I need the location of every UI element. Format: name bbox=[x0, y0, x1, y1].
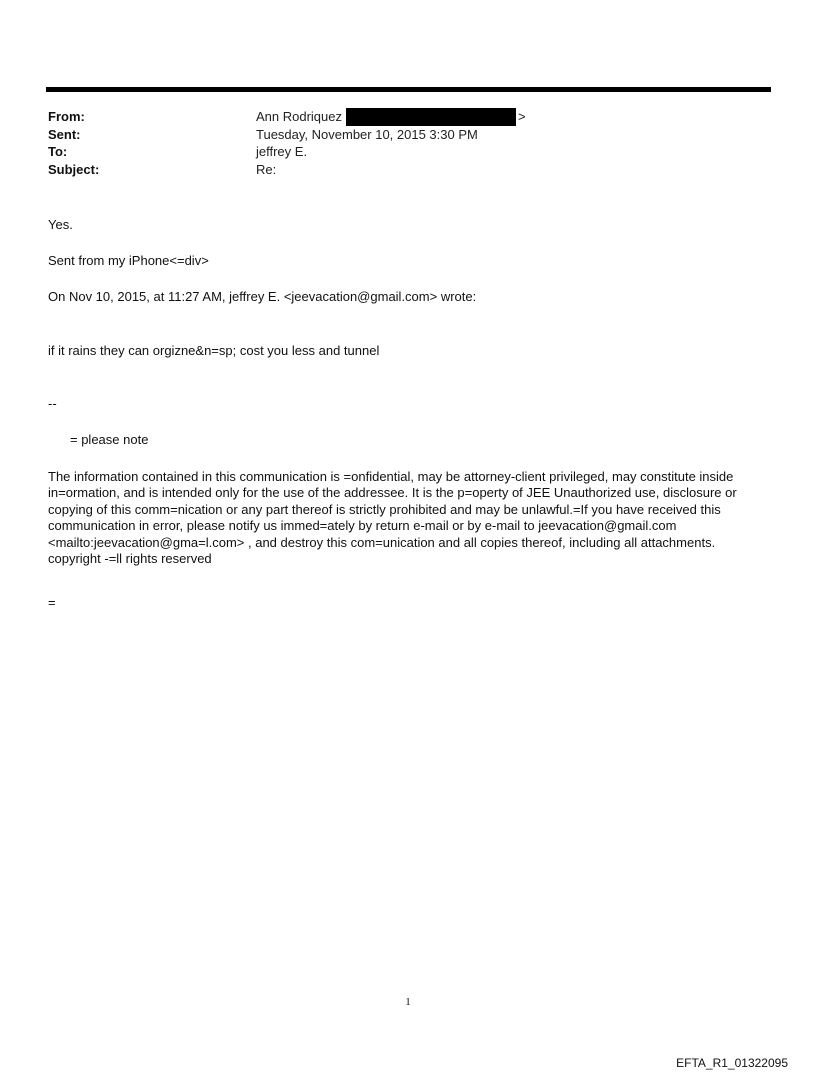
to-row bbox=[48, 143, 748, 161]
from-row bbox=[48, 108, 748, 126]
signature-separator: -- bbox=[48, 396, 57, 411]
subject-value: Re: bbox=[256, 161, 277, 177]
sent-value: Tuesday, November 10, 2015 3:30 PM bbox=[256, 126, 478, 142]
reply-text: Yes. bbox=[48, 217, 73, 232]
from-label: From: bbox=[48, 109, 85, 125]
page-number: 1 bbox=[405, 996, 411, 1008]
document-id: EFTA_R1_01322095 bbox=[676, 1056, 788, 1070]
trailing-equals: = bbox=[48, 595, 56, 610]
from-suffix: > bbox=[518, 109, 526, 125]
email-header bbox=[48, 108, 748, 178]
quote-intro: On Nov 10, 2015, at 11:27 AM, jeffrey E. <jeevacation@gmail.com> wrote: bbox=[48, 289, 477, 304]
quoted-text: if it rains they can orgizne&n=sp; cost you less and tunnel bbox=[48, 343, 380, 358]
sent-row bbox=[48, 126, 748, 144]
header-rule bbox=[46, 87, 771, 92]
redaction-box bbox=[346, 108, 516, 126]
from-value bbox=[256, 108, 526, 126]
confidentiality-disclaimer: The information contained in this communication is =onfidential, may be attorney-client privileged, may constitute inside in=ormation, and is intended only for the use of the addressee. It is the p=operty of JEE Unauthorized use, disclosure or copying of this comm=nication or any part thereof is strictly prohibited and may be unlawful.=If you have received this communication in error, please notify us immed=ately by return e-mail or by e-mail to jeevacation@gmail.com <mailto:jeevacation@gma=l.com> , and destroy this com=unication and all copies thereof, including all attachments. copyright -=ll rights reserved bbox=[48, 469, 737, 567]
subject-label: Subject: bbox=[48, 161, 100, 177]
to-value: jeffrey E. bbox=[256, 144, 308, 160]
subject-row bbox=[48, 161, 748, 179]
from-name: Ann Rodriquez bbox=[256, 109, 342, 125]
signature-line: Sent from my iPhone<=div> bbox=[48, 253, 209, 268]
please-note: = please note bbox=[70, 432, 149, 447]
sent-label: Sent: bbox=[48, 126, 81, 142]
to-label: To: bbox=[48, 144, 68, 160]
